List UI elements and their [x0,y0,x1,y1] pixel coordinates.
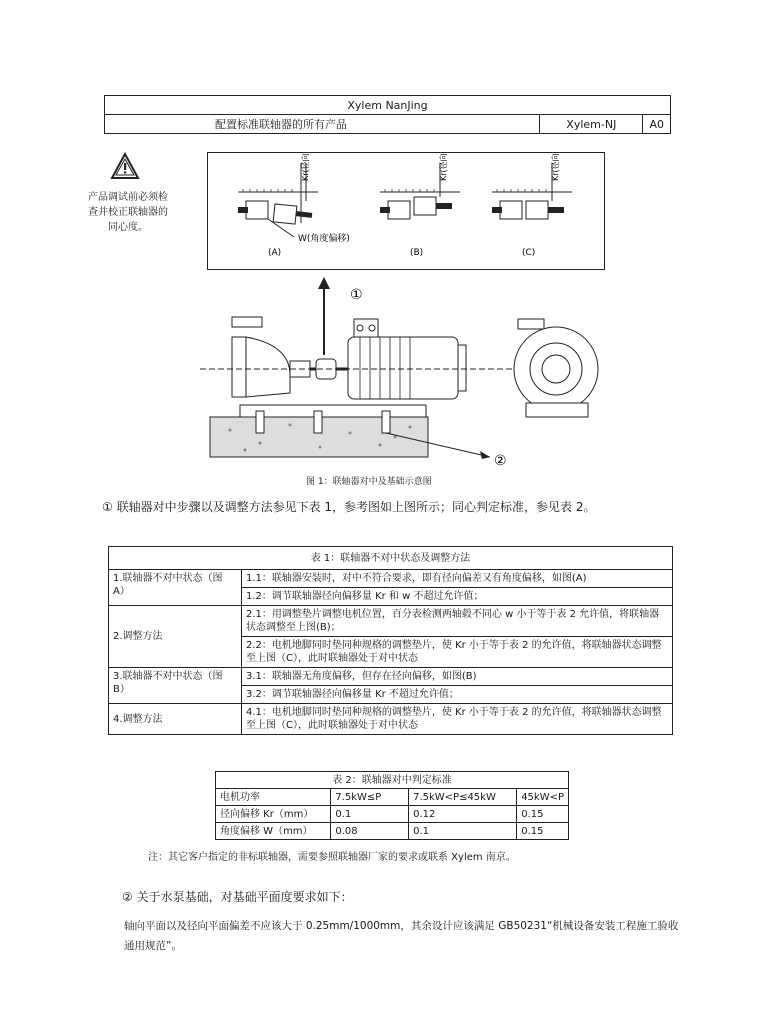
table2-r1c2: 0.12 [409,806,517,823]
coupling-panel-c [492,153,572,258]
warning-block [78,152,178,235]
table2-r1c3: 0.15 [517,806,569,823]
table2-r2c0: 角度偏移 W（mm） [216,823,331,840]
table-row [216,823,569,840]
table2-header-0: 电机功率 [216,789,331,806]
table-row [109,704,673,735]
table2-r1c0: 径向偏移 Kr（mm） [216,806,331,823]
section2-heading: ② 关于水泵基础，对基础平面度要求如下： [122,890,353,904]
callout-1: ① [350,287,363,303]
document-code: Xylem-NJ [540,115,643,134]
w-label-a: W(角度偏移) [298,234,350,244]
table2-r2c3: 0.15 [517,823,569,840]
warning-triangle-icon [110,152,140,180]
section2-body: 轴向平面以及径向平面偏差不应该大于 0.25mm/1000mm，其余设计应该满足 GB50231“机械设备安装工程施工验收通用规范”。 [124,920,679,952]
kr-label-b: Kr(径向偏移) [439,153,448,181]
alignment-intro: ① 联轴器对中步骤以及调整方法参见下表 1，参考图如上图所示；同心判定标准，参见表 2。 [102,500,596,514]
arrow-up-icon [318,277,330,289]
table1-row1-item1: 1.1：联轴器安装时，对中不符合要求，即有径向偏差又有角度偏移，如图(A) [242,570,673,588]
warning-line-1: 产品调试前必须检 [88,192,168,203]
table-row [109,570,673,588]
table2-header-1: 7.5kW≤P [331,789,409,806]
pump-motor-figure [200,275,620,475]
table2-header-3: 45kW<P [517,789,569,806]
product-scope: 配置标准联轴器的所有产品 [105,115,540,134]
table2-r2c1: 0.08 [331,823,409,840]
kr-label-c: Kr(径向偏移) [551,153,560,181]
note: 注：其它客户指定的非标联轴器，需要参照联轴器厂家的要求或联系 Xylem 南京。 [148,852,516,863]
table2-r1c1: 0.1 [331,806,409,823]
revision: A0 [643,115,671,134]
table-1 [108,546,673,735]
alignment-figure [207,152,605,270]
table2-header-2: 7.5kW<P≤45kW [409,789,517,806]
callout-2: ② [494,453,507,469]
table1-title: 表 1：联轴器不对中状态及调整方法 [109,547,673,570]
kr-label-a: Kr(径向偏移) [301,153,310,181]
table-row [216,806,569,823]
table1-row2-item1: 2.1：用调整垫片调整电机位置，百分表检测两轴毂不同心 w 小于等于表 2 允许值，将联轴器状态调整至上图(B)； [242,606,673,637]
document-header [104,95,671,134]
table-row [216,789,569,806]
table-row [109,668,673,686]
coupling-panel-a [238,153,350,258]
table1-row1-label: 1.联轴器不对中状态（图 A） [109,570,242,606]
table-2 [215,771,569,840]
panel-c-label: (C) [522,248,536,258]
table1-row4-item1: 4.1：电机地脚同时垫同种规格的调整垫片，使 Kr 小于等于表 2 的允许值，将联轴器状态调整至上图（C），此时联轴器处于对中状态 [242,704,673,735]
figure-caption: 图 1：联轴器对中及基础示意图 [306,477,432,487]
alignment-diagram [208,153,604,269]
table1-row3-item1: 3.1：联轴器无角度偏移，但存在径向偏移，如图(B) [242,668,673,686]
table1-row1-item2: 1.2：调节联轴器径向偏移量 Kr 和 w 不超过允许值； [242,588,673,606]
warning-line-2: 查并校正联轴器的 [88,207,168,218]
company-name: Xylem NanJing [105,96,671,115]
table2-title: 表 2：联轴器对中判定标准 [216,772,569,789]
table-row [109,606,673,637]
table1-row4-label: 4.调整方法 [109,704,242,735]
pump-side-view [514,319,598,417]
warning-line-3: 同心度。 [108,222,148,233]
table2-r2c2: 0.1 [409,823,517,840]
panel-a-label: (A) [268,248,282,258]
coupling-panel-b [380,153,460,258]
table1-row3-label: 3.联轴器不对中状态（图 B） [109,668,242,704]
table1-row2-label: 2.调整方法 [109,606,242,668]
panel-b-label: (B) [410,248,424,258]
table1-row2-item2: 2.2：电机地脚同时垫同种规格的调整垫片，使 Kr 小于等于表 2 的允许值，将联轴器状态调整至上图（C），此时联轴器处于对中状态 [242,637,673,668]
table1-row3-item2: 3.2：调节联轴器径向偏移量 Kr 不超过允许值； [242,686,673,704]
